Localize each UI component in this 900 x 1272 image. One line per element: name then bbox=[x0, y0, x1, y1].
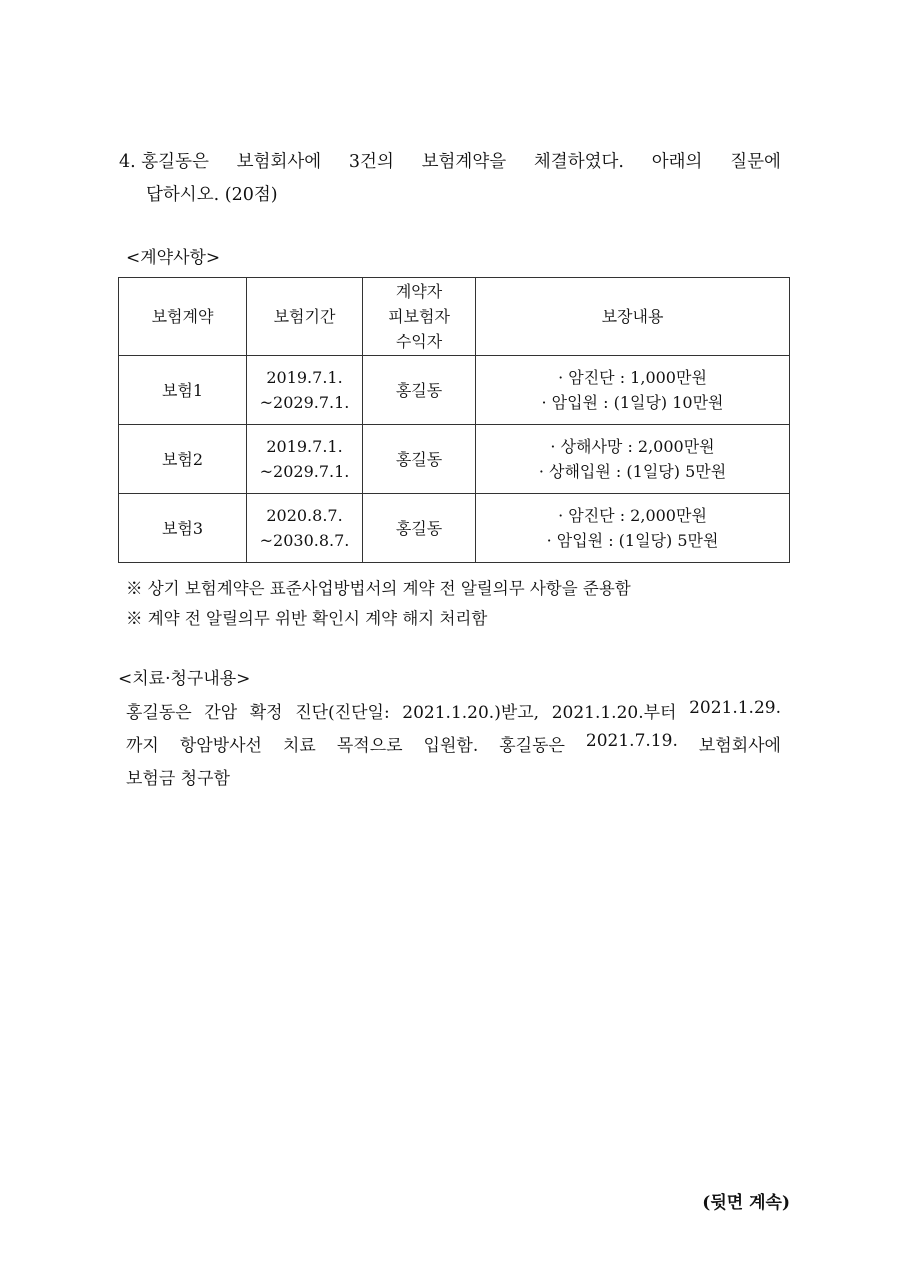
question-word: 보험회사에 bbox=[236, 152, 322, 172]
header-insured: 피보험자 bbox=[388, 307, 450, 326]
question-word: 아래의 bbox=[651, 152, 703, 172]
question-line-1 bbox=[119, 148, 781, 173]
claim-word: 2021.1.20.)받고, bbox=[402, 703, 540, 723]
claim-line-1 bbox=[126, 698, 781, 723]
header-period: 보험기간 bbox=[247, 278, 363, 356]
header-holder: 계약자 bbox=[395, 282, 443, 301]
period-start: 2019.7.1. bbox=[266, 437, 343, 456]
note-2: ※ 계약 전 알릴의무 위반 확인시 계약 해지 처리함 bbox=[126, 609, 488, 628]
period-end: ~2029.7.1. bbox=[259, 393, 350, 412]
claim-word: 2021.1.29. bbox=[689, 698, 781, 718]
claim-word: 치료 bbox=[282, 736, 316, 756]
note-1: ※ 상기 보험계약은 표준사업방법서의 계약 전 알릴의무 사항을 준용함 bbox=[126, 579, 631, 598]
contract-name: 보험3 bbox=[119, 494, 247, 563]
question-word: 4. 홍길동은 bbox=[119, 152, 209, 172]
contract-coverage bbox=[476, 494, 790, 563]
claim-word: 확정 bbox=[249, 703, 283, 723]
claim-word: 항암방사선 bbox=[179, 736, 262, 756]
contract-coverage bbox=[476, 425, 790, 494]
claim-word: 간암 bbox=[204, 703, 238, 723]
claim-word: 입원함. bbox=[423, 736, 479, 756]
coverage-item: · 암진단 : 1,000만원 bbox=[558, 368, 707, 387]
contract-person: 홍길동 bbox=[363, 425, 476, 494]
header-beneficiary: 수익자 bbox=[395, 332, 443, 351]
claim-word: 까지 bbox=[126, 736, 159, 756]
continued-footer: (뒷면 계속) bbox=[702, 1193, 790, 1213]
header-parties bbox=[363, 278, 476, 356]
contract-name: 보험2 bbox=[119, 425, 247, 494]
period-start: 2020.8.7. bbox=[266, 506, 343, 525]
question-word: 보험계약을 bbox=[421, 152, 507, 172]
claim-heading: <치료·청구내용> bbox=[118, 669, 251, 689]
contract-period bbox=[247, 425, 363, 494]
coverage-item: · 암입원 : (1일당) 5만원 bbox=[546, 531, 719, 550]
contract-coverage bbox=[476, 356, 790, 425]
contract-name: 보험1 bbox=[119, 356, 247, 425]
period-start: 2019.7.1. bbox=[266, 368, 343, 387]
table-header-row bbox=[119, 278, 790, 356]
period-end: ~2030.8.7. bbox=[259, 531, 350, 550]
contract-heading: <계약사항> bbox=[126, 248, 221, 268]
question-word: 3건의 bbox=[348, 152, 394, 172]
contract-person: 홍길동 bbox=[363, 494, 476, 563]
coverage-item: · 상해사망 : 2,000만원 bbox=[550, 437, 715, 456]
claim-word: 보험회사에 bbox=[698, 736, 781, 756]
question-line-2: 답하시오. (20점) bbox=[146, 185, 278, 205]
claim-line-3: 보험금 청구함 bbox=[126, 769, 230, 789]
claim-word: 2021.1.20.부터 bbox=[551, 703, 677, 723]
contract-period bbox=[247, 356, 363, 425]
table-row bbox=[119, 494, 790, 563]
claim-line-2 bbox=[126, 731, 781, 756]
contract-person: 홍길동 bbox=[363, 356, 476, 425]
question-word: 체결하였다. bbox=[533, 152, 624, 172]
table-row bbox=[119, 425, 790, 494]
claim-word: 홍길동은 bbox=[126, 703, 192, 723]
coverage-item: · 암진단 : 2,000만원 bbox=[558, 506, 707, 525]
header-coverage: 보장내용 bbox=[476, 278, 790, 356]
coverage-item: · 상해입원 : (1일당) 5만원 bbox=[538, 462, 727, 481]
coverage-item: · 암입원 : (1일당) 10만원 bbox=[541, 393, 724, 412]
table-row bbox=[119, 356, 790, 425]
claim-word: 진단(진단일: bbox=[295, 703, 390, 723]
period-end: ~2029.7.1. bbox=[259, 462, 350, 481]
contract-period bbox=[247, 494, 363, 563]
question-word: 질문에 bbox=[730, 152, 781, 172]
claim-word: 목적으로 bbox=[336, 736, 403, 756]
contract-table bbox=[118, 277, 790, 563]
claim-word: 2021.7.19. bbox=[585, 731, 678, 751]
claim-word: 홍길동은 bbox=[499, 736, 565, 756]
header-contract: 보험계약 bbox=[119, 278, 247, 356]
